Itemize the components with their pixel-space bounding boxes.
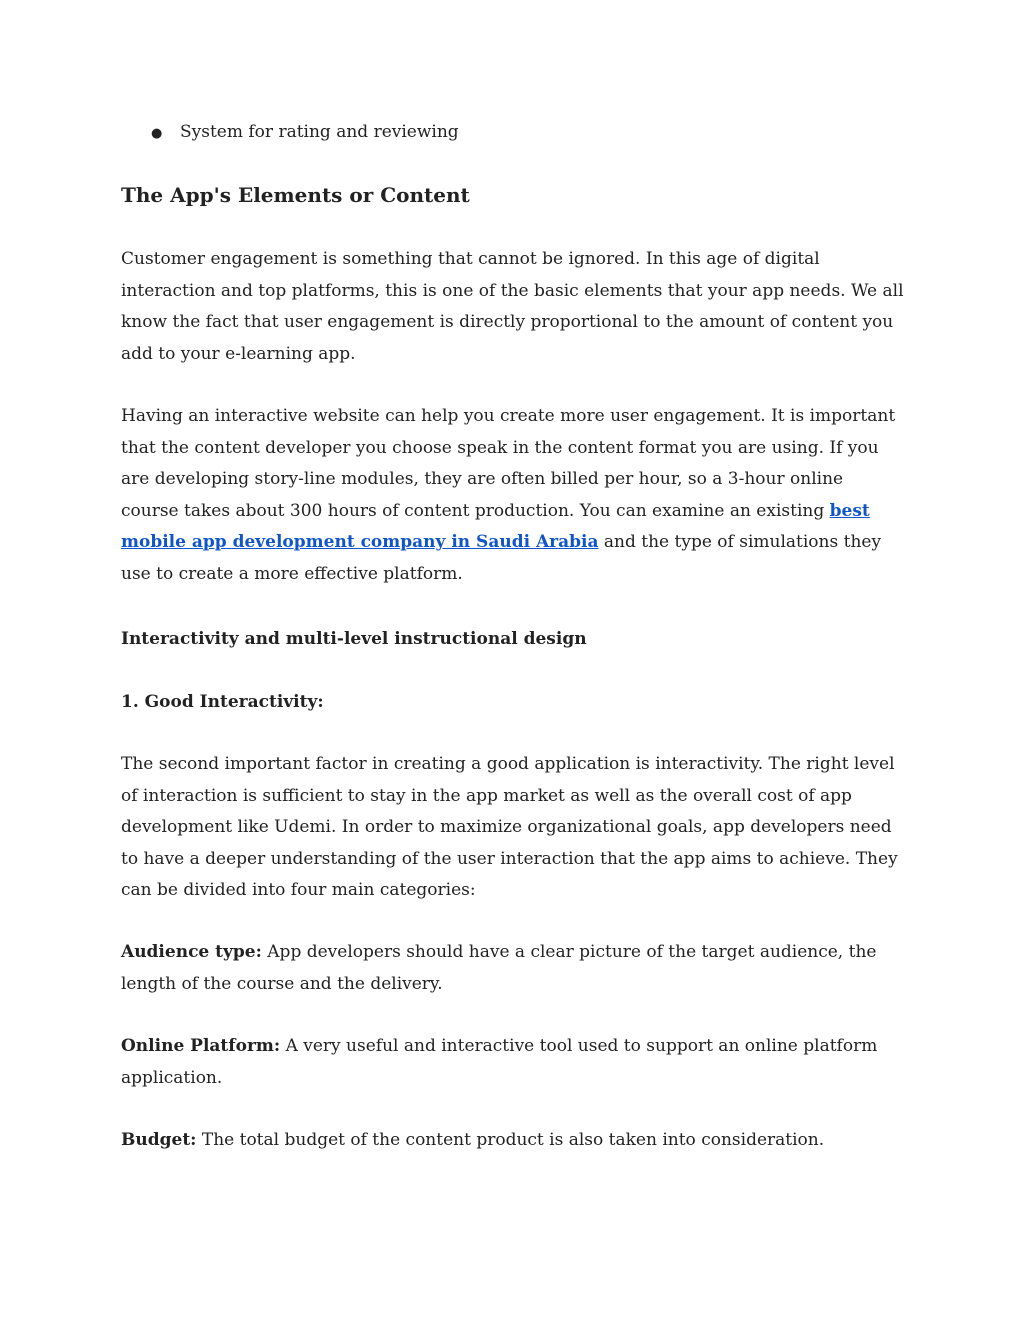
section-heading: The App's Elements or Content xyxy=(121,183,470,207)
item-term: Online Platform: xyxy=(121,1036,281,1056)
item-text: App developers should have a clear picture of the target audience, the length of the course and the delivery. xyxy=(121,942,877,994)
paragraph-text-after-link: and the type of simulations they use to create a more effective platform. xyxy=(121,532,882,584)
item-audience-type xyxy=(121,937,906,1000)
bullet-list-item xyxy=(151,118,459,148)
paragraph-engagement: Customer engagement is something that cannot be ignored. In this age of digital interaction and top platforms, this is one of the basic elements that your app needs. We all know the fact that user engagement is directly proportional to the amount of content you add to your e-learning app. xyxy=(121,249,904,364)
paragraph-interactivity: The second important factor in creating a good application is interactivity. The right level of interaction is sufficient to stay in the app market as well as the overall cost of app development like Udemi. In order to maximize organizational goals, app developers need to have a deeper understanding of the user interaction that the app aims to achieve. They can be divided into four main categories: xyxy=(121,754,898,900)
paragraph-text-before-link: Having an interactive website can help you create more user engagement. It is important that the content developer you choose speak in the content format you are using. If you are developing story-line modules, they are often billed per hour, so a 3-hour online course takes about 300 hours of content production. You can examine an existing xyxy=(121,406,896,521)
item-text: The total budget of the content product is also taken into consideration. xyxy=(196,1130,825,1150)
item-online-platform xyxy=(121,1031,906,1094)
item-term: Budget: xyxy=(121,1130,197,1150)
item-term: Audience type: xyxy=(121,942,262,962)
bullet-text: System for rating and reviewing xyxy=(180,122,459,142)
saudi-arabia-app-company-link[interactable]: best mobile app development company in Saudi Arabia xyxy=(121,500,870,552)
subheading-interactivity-design: Interactivity and multi-level instructional design xyxy=(121,629,587,649)
item-text: A very useful and interactive tool used to support an online platform application. xyxy=(121,1036,878,1088)
paragraph-interactive-website xyxy=(121,401,906,590)
item-budget xyxy=(121,1125,906,1157)
bullet-icon: ● xyxy=(151,126,163,141)
subheading-good-interactivity: 1. Good Interactivity: xyxy=(121,692,324,712)
